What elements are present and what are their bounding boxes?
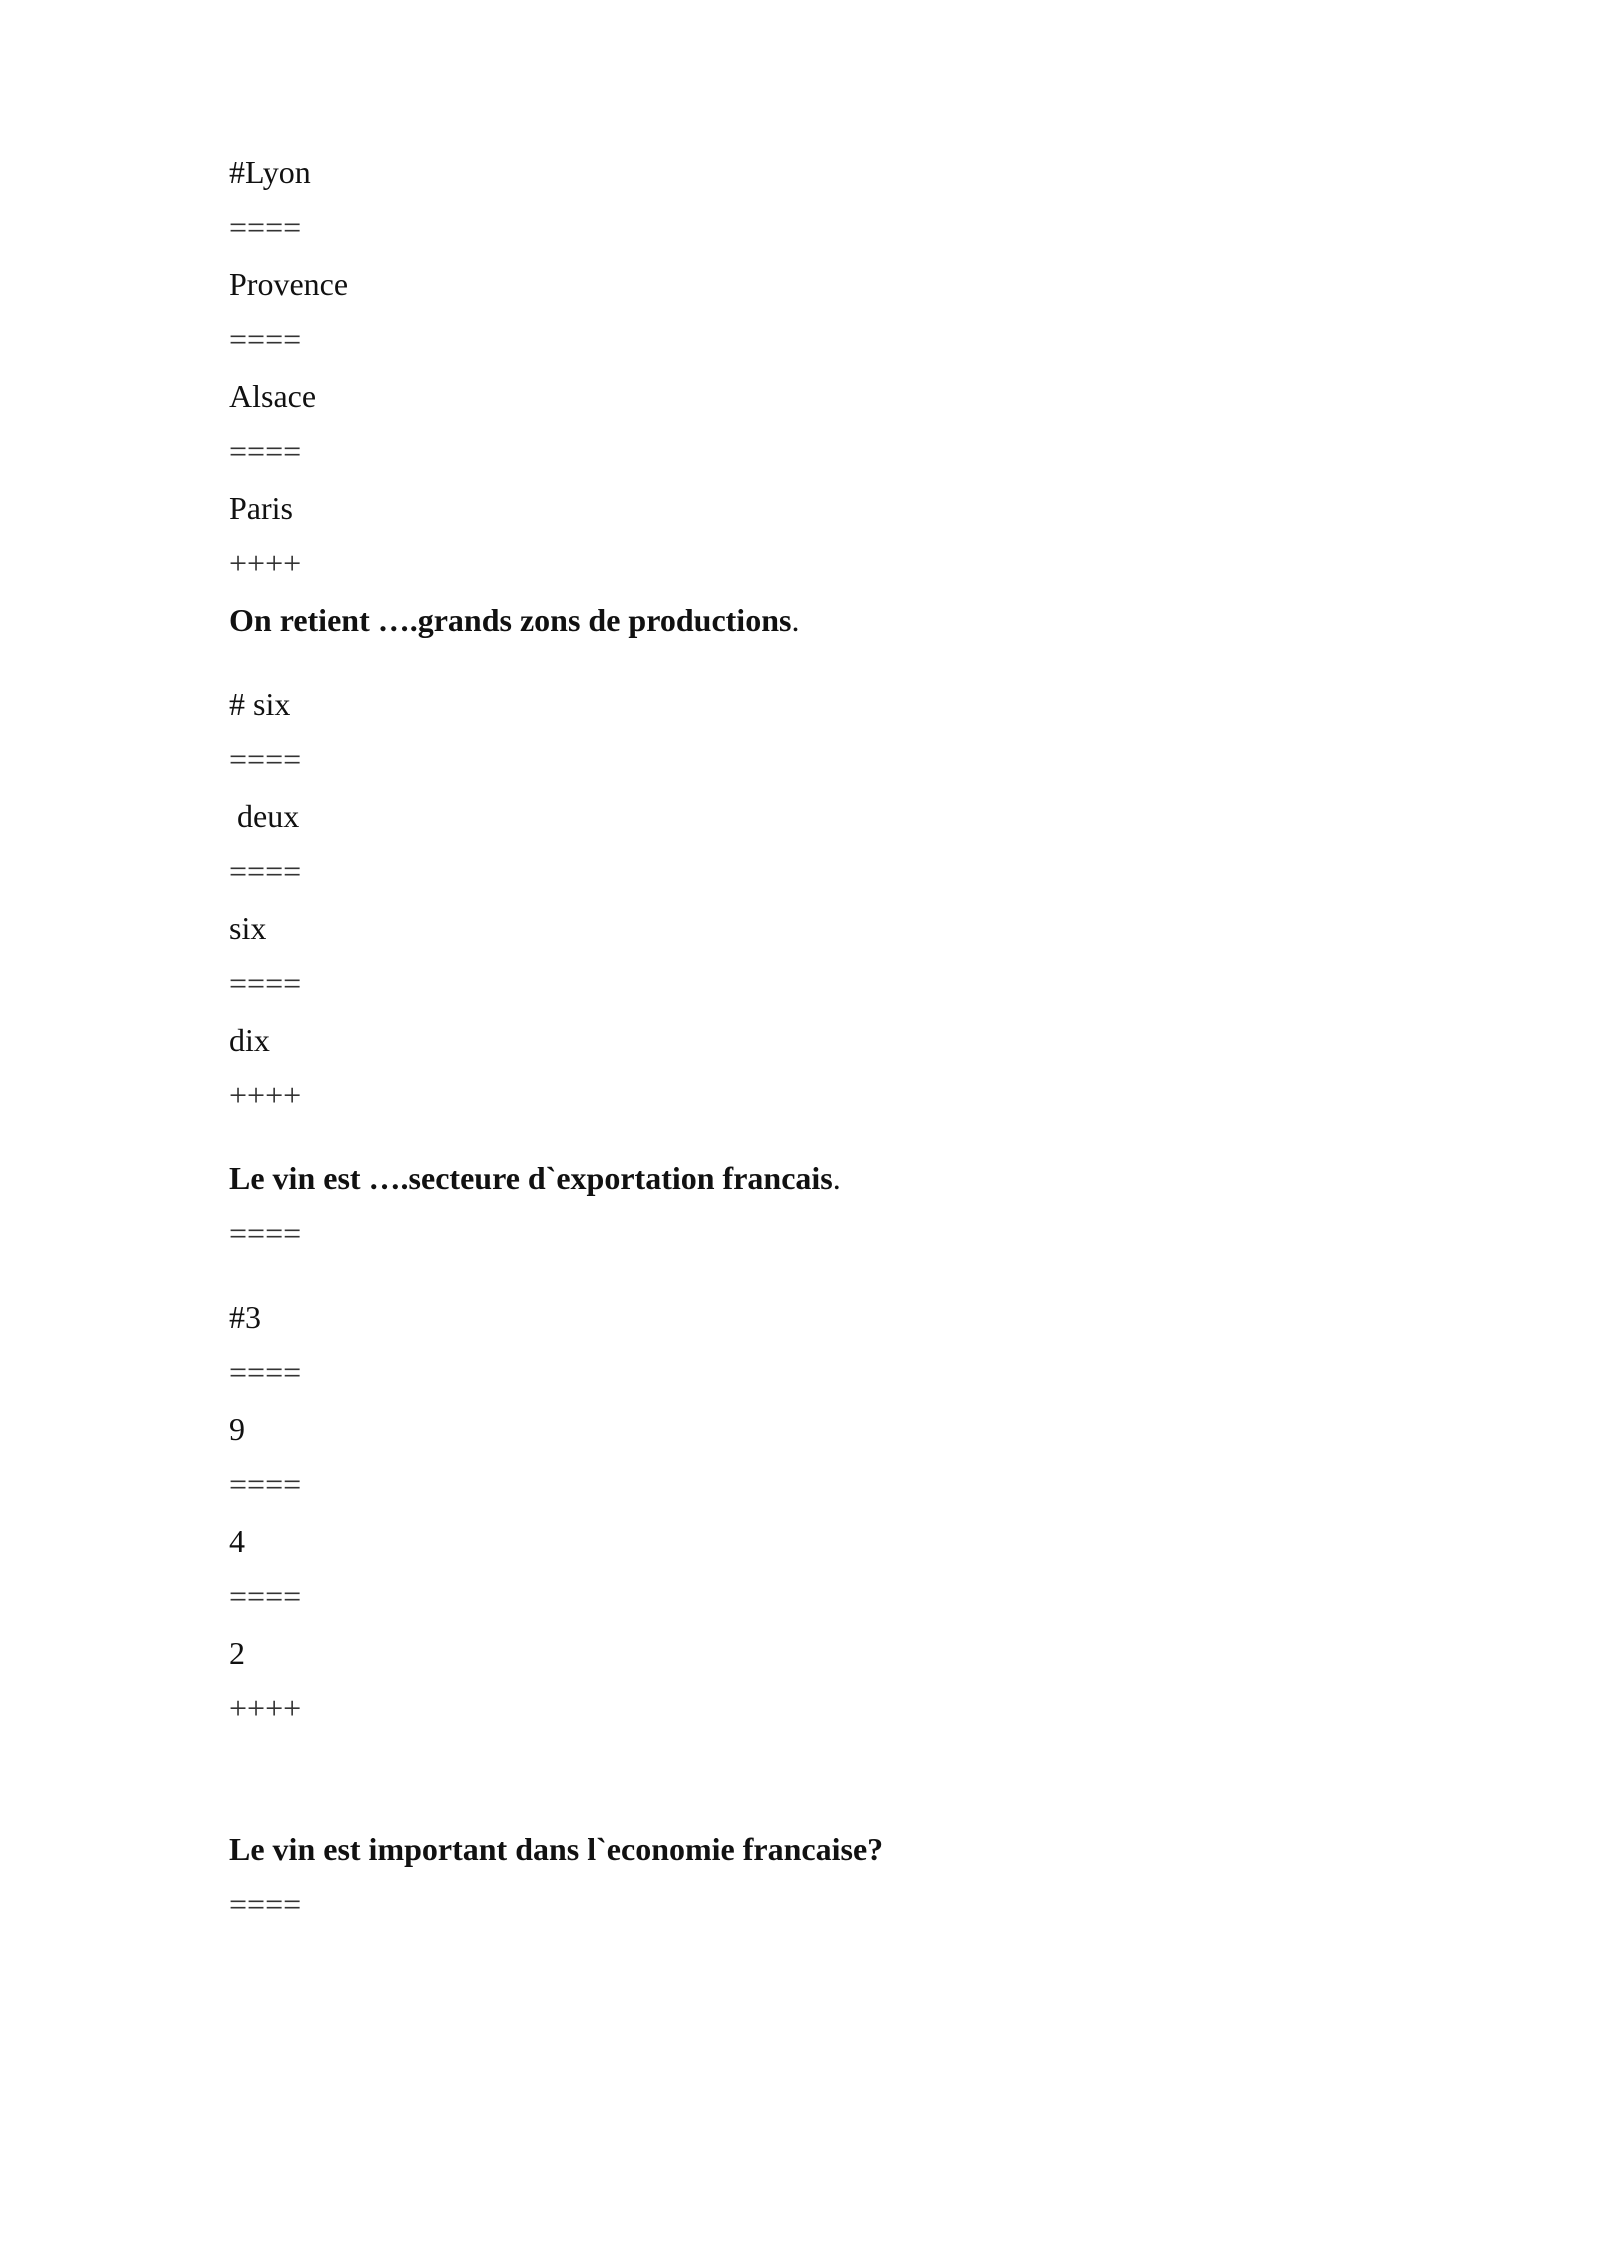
- option-text: #Lyon: [229, 154, 311, 190]
- option-separator: ====: [229, 1354, 302, 1390]
- question-prompt: [229, 1158, 841, 1198]
- option-separator: ====: [229, 1578, 302, 1614]
- prompt-separator: ====: [229, 1215, 302, 1251]
- question-prompt-text: On retient ….grands zons de productions: [229, 602, 792, 638]
- question-prompt: [229, 600, 799, 640]
- question-prompt: Le vin est important dans l`economie francaise?: [229, 1831, 884, 1867]
- option-separator: ====: [229, 433, 302, 469]
- option-separator: ====: [229, 853, 302, 889]
- option-text: six: [229, 910, 267, 946]
- option-separator: ====: [229, 321, 302, 357]
- question-end-marker: ++++: [229, 1690, 302, 1726]
- option-separator: ====: [229, 965, 302, 1001]
- option-text: Alsace: [229, 378, 317, 414]
- option-separator: ====: [229, 209, 302, 245]
- option-text: dix: [229, 1022, 270, 1058]
- question-end-marker: ++++: [229, 545, 302, 581]
- option-text: Provence: [229, 266, 349, 302]
- option-text: 2: [229, 1635, 245, 1671]
- option-text: deux: [229, 798, 300, 834]
- option-separator: ====: [229, 1466, 302, 1502]
- option-text: # six: [229, 686, 291, 722]
- prompt-separator: ====: [229, 1886, 302, 1922]
- question-prompt-text: Le vin est ….secteure d`exportation francais: [229, 1160, 833, 1196]
- option-separator: ====: [229, 741, 302, 777]
- option-text: 4: [229, 1523, 245, 1559]
- question-end-marker: ++++: [229, 1077, 302, 1113]
- question-prompt-end: .: [791, 602, 800, 638]
- option-text: #3: [229, 1299, 261, 1335]
- question-prompt-end: .: [832, 1160, 841, 1196]
- option-text: Paris: [229, 490, 293, 526]
- option-text: 9: [229, 1411, 245, 1447]
